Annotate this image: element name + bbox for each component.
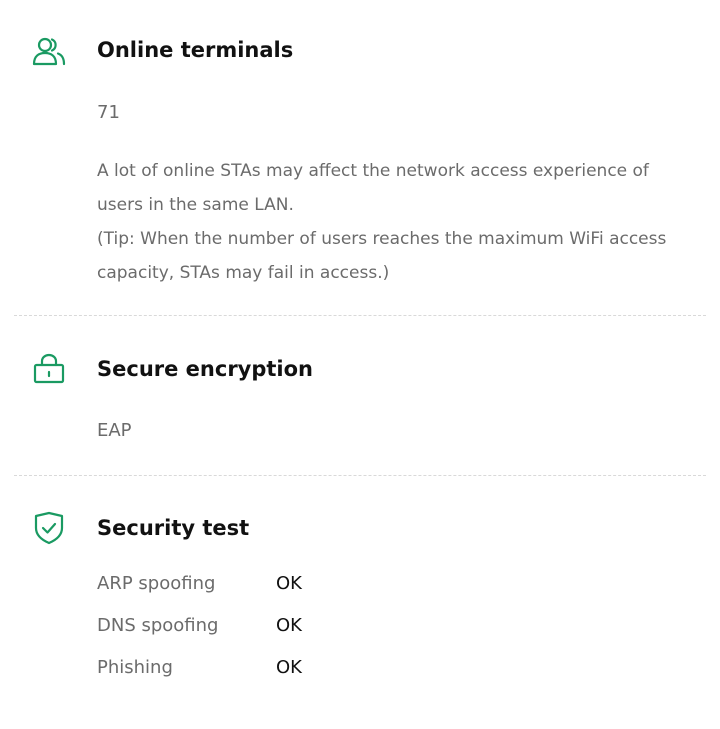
security-test-title: Security test <box>97 516 250 540</box>
test-label-arp: ARP spoofing <box>97 573 216 594</box>
security-test-row <box>97 615 497 645</box>
shield-check-icon <box>32 511 66 545</box>
users-icon <box>32 34 66 68</box>
test-status-dns: OK <box>276 615 302 636</box>
test-label-dns: DNS spoofing <box>97 615 219 636</box>
section-divider <box>14 315 706 316</box>
encryption-type: EAP <box>97 420 132 441</box>
secure-encryption-title: Secure encryption <box>97 357 314 381</box>
test-status-phishing: OK <box>276 657 302 678</box>
section-divider <box>14 475 706 476</box>
online-terminals-description <box>97 154 697 290</box>
online-terminals-title: Online terminals <box>97 38 294 62</box>
test-label-phishing: Phishing <box>97 657 173 678</box>
online-terminals-note: A lot of online STAs may affect the network access experience of users in the same LAN. <box>97 161 649 215</box>
security-test-row <box>97 573 497 603</box>
lock-icon <box>32 352 66 386</box>
security-test-row <box>97 657 497 687</box>
online-terminals-count: 71 <box>97 102 120 123</box>
online-terminals-tip: (Tip: When the number of users reaches the maximum WiFi access capacity, STAs may fail in access.) <box>97 229 667 283</box>
test-status-arp: OK <box>276 573 302 594</box>
